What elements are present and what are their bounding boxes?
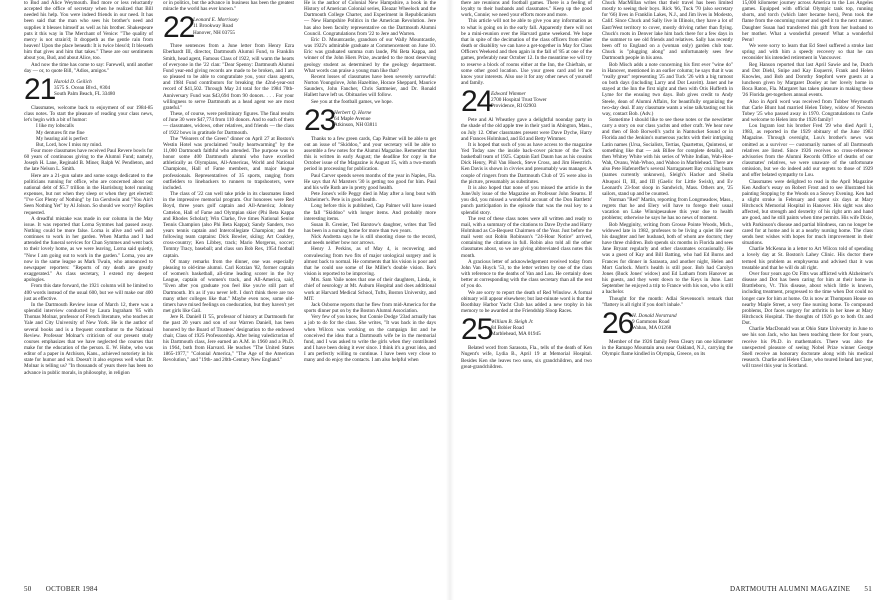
paragraph: Sometime I should like to see these notes or the newsletter carry a story on our class yachts and other craft. We hear now and then of Bob Borwell's yacht in Nantucket Sound or in Florida and the Jenkins's numerous yachts with their intriguing Latin names (Ursa, Socialists, Tertias, Quartettus, Quintensi, or something like that — ask Billee for complete details), and then Whitey White with his series of White Indian, Wah-Hoo-Wah, Ovanu, Wah-Whoo, and Wahoo in Marblehead. There are also Pete Hafenreffer's several Narragansett Bay cruising boats (names currently unknown), Sleigh's Hacker and Sheila Abuquoi II, III, and III (Gaelic for Little Swish), and Ev Leonard's 23-foot sloop in Sandwich, Mass. Others are, '25 sailors, stand up and be counted.	[602, 116, 733, 197]
secretary-name: Edward Wimmer	[491, 91, 526, 98]
paragraph: The class of '22 can well take pride in its classmates listed in the impressive memorial program. Our honorees were Red Boyd, three years golf captain and All-America; Johnny Cattelon, Hall of Fame and Olympian skier (Phi Beta Kappa and Rhodes Scholar); Win Clarke, five times National Senior Tennis Champion (also Phi Beta Kappa); Sandy Sanders, two years tennis captain and Intercollegiate Champion; and the following team captains: Dick Bowler, skiing; Art Coakley, cross-country; Ken Libbey, track; Mario Morgerus, soccer; Tommy Tracy, baseball; and class son Bob Rex, 1954 football captain.	[163, 191, 294, 259]
class-entry-header	[304, 103, 436, 137]
address-line: South Palm Beach, FL 33480	[54, 91, 116, 98]
paragraph: to Bud and Alice Weymouth. Bud more or less reluctantly accepted the office of secretary when he realized that Bill needed his help. You were indeed friends in our need. It has been said that the man who sees his brother's need and supplies it blesses himself as well as his brother. Shakespeare puts it this way in The Merchant of Venice: "The quality of mercy is not strain'd; It droppeth as the gentle rain from heaven! Upon the place beneath: It is twice bless'd; It blesseth him that gives and him that takes." These are our sentiments about you, Bud, and about Alice, too.	[24, 0, 153, 62]
paragraph: Bob Misch adds a note concerning his first ever "wine do" in Hanover, mentioned in an earlier column; he says that it was "really great" representing '25 and Tuck '26 with a big turnout on both days (including Larry and Dot Leavitt). Janet and he stayed at the Inn the first night and then with Otis Hufferth in Lyme for the ensuing two days. Bob gives credit to Andy Steele, dean of Alumni Affairs, for beautifully organizing the two-day deal. If any classmate wants a wine talk/tasting out his way, contact Bob. (Adv.)	[602, 61, 733, 117]
paragraph: Four more classmates have received Paul Revere bowls for 60 years of continuous giving to the Alumni Fund; namely, Joseph H. Lane, Reginald B. Miner, Ralph W. Pendleton, and the late Nelson L. Smith.	[24, 147, 153, 173]
paragraph: See you at the football games, we hope.	[311, 98, 393, 105]
paragraph: Member of the 1926 family Penn Cleary ran one kilometer in the Ramapo Mountain area near Oakland, N.J., carrying the Olympic flame kindled in Olympia, Greece, on its	[602, 338, 733, 358]
column-5	[602, 0, 733, 584]
address-line: Marblehead, MA 01945	[491, 331, 541, 338]
verse-line: My dentures fit me fine	[36, 129, 85, 136]
column-3	[304, 0, 436, 584]
class-year-number: 25	[461, 313, 493, 347]
paragraph: We are sorry to report the death of Red Winslow. A formal obituary will appear elsewhere; but last-minute word is that the Boothbay Harbor Yacht Club has added a new trophy in his memory to be awarded at the Friendship Sloop Races.	[461, 289, 592, 315]
paragraph: From this date forward, the 1921 column will be limited to 400 words instead of the usual 600, but we will make our 400 just as effective.	[24, 283, 153, 302]
page-gutter	[446, 0, 454, 600]
paragraph: Classmates were delighted to read in the April Magazine Ken Andlor's essay on Robert Frost and to see illustrated his painting Stopping by the Woods on a Snowy Evening. Ken had a slight stroke in February and spent six days at Mary Hitchcock Memorial Hospital in Hanover. His sight was also affected, but strength and dexterity of his right arm and hand are good, and he still paints when time permits. His wife Dixie, with Parkinson's disease and partial blindness, can no longer be cared for at home and is at a nearby nursing home. The class sends best wishes with hopes for much improvement in their situations.	[742, 178, 873, 247]
class-entry-header	[163, 11, 294, 45]
paragraph: Henry J. Perkins, as of May 4, is recovering and convalescing from two fits of major urological surgery and is almost back to normal. He comments that his vision is poor and that he could use some of Ike Miller's double vision. Ike's vision is reported to be improving.	[304, 246, 436, 278]
paragraph: This article will not be able to give you any information as to what is going on in the early fall. Apparently there will not be a mini-reunion over the Harvard game weekend. We hope that in spite of the decimation of the class officers from either death or disability we can have a get-together in May for Class Officers Weekend and then again in the fall of '85 at one of the games, preferably near October 12. In the meantime we will try to reserve a block of rooms either at the Inn, the Chieftain, or some other good location. Use your green card and let me know your interests. Also use it for any other news of yourself and family.	[461, 18, 592, 87]
secretary-address	[491, 90, 547, 109]
secretary-name: Harold D. Geilich	[54, 78, 92, 85]
paragraph: Over four years ago Oz Fitts was afflicted with Alzheimer's disease and Dot has been caring for him at their home in Brattleboro, Vt. This disease, about which little is known, including treatment, progressed to the time when Dot could no longer care for him at home. Oz is now at Thompson House on nearby Maple Street, a very fine nursing home. To compound problems, Dot faces surgery for arthritis in her knee at Mary Hitchcock Hospital. The thoughts of 1926 go to both Oz and Dot.	[742, 270, 873, 327]
address-line: 64 Maple Avenue	[334, 115, 371, 122]
paragraph: Pete and Al Wheatley gave a delightful noonday party in the shade of the old apple tree in their yard in Abington, Mass., on July 12. Other classmates present were Dave Dyche, Harry and Frances Holmlund, and Ed and Betty Wimmer.	[461, 117, 592, 142]
footer-left	[24, 585, 98, 593]
secretary-address	[193, 16, 238, 35]
page-number-left: 50	[24, 585, 32, 593]
paragraph: Reg Hanson reported that last April Sawie and he, Dutch and Dot Diehl, Snipe and Kay Esquerré, Frank and Helen Knowles, and Bob and Dorothy Stepford were guests at a luncheon given by Margaret Dooley at her lovely home in Boca Raton, Fla. Margaret has taken pleasure in making these '26 Florida get-togethers annual events.	[742, 61, 873, 99]
class-entry-header	[461, 313, 592, 347]
verse-line: But, Lord, how I miss my mind.	[36, 141, 103, 148]
secretary-name: William B. Sleigh Jr.	[491, 319, 534, 326]
secretary-address	[54, 78, 115, 97]
paragraph: Norman "Red" Martin, reporting from Longmeadow, Mass., regrets that he and Elery will have to forego their usual vacation on Lake Winnipesaukee this year due to health problems; otherwise he says he has no news of moment.	[602, 197, 733, 222]
paragraph: The "Wearers of the Green" dinner on April 27 at Boston's Westin Hotel was proclaimed "really heartwarming" by the 11,000 Dartmouth faithful who attended. The purpose was to honor some 400 Dartmouth alumni who have excelled athletically as Olympians, All-Americas, World and National Champions, Hall of Fame members, and major league professionals. Representatives of 35 sports, ranging from outfielders to linebackers to runners to trapshooters, were included.	[163, 135, 294, 191]
paragraph: A gracious letter of acknowledgement received today from John Van Huyck '53, to the letter written by one of the class with reference to the deaths of Van and Lou. He certainly does better at corresponding with the class secretary than all the rest of you do.	[461, 258, 592, 290]
paragraph: It is hoped that such of you as have access to the magazine Yed Today saw the inside back-cover picture of the Tuck basketball team of 1925. Captain Earl Daum has as his cousins Dick Henry, Phil Van Hueck, Steve Cross, and Jim Heestrich. Ken Davis is shown in civvies and presumably was manager. A couple of ringers from the Dartmouth Club of '25 were also in the picture, presumably as substitutes.	[461, 141, 592, 185]
paragraph: Charlie MacDonald was at Ohio State University in June to see his son Jack, who has been teaching there for four years, receive his Ph.D. in mathematics. There was also the unexpected pleasure of seeing Nobel Prize winner George Snell receive an honorary doctorate along with his medical research. Charlie and Helen Clare, who toured Ireland last year, will travel this year in Scotland.	[742, 326, 873, 370]
class-year-number: 23	[304, 103, 336, 137]
page-number-right: 51	[864, 585, 872, 593]
paragraph: Thanks to a few green cards, Cap Palmer will be able to get out an issue of "Skiddoo," and your secretary will be able to assemble a few notes for the Alumni Magazine. Remember that this is written in early August; the deadline for copy in the October issue of the Magazine is August 15, with a two-month period in processing for publication.	[304, 135, 436, 173]
paragraph: Charlie McKenna in a letter to Art Wilcox told of spending a lovely day at St. Boston's Lahey Clinic. His doctor there termed his problem as emphysema and advised that it was treatable and that he will do all right.	[742, 246, 873, 271]
class-entry-header	[24, 72, 153, 106]
paragraph: Recent losses of classmates have been severely sorrowful: Norton Youngslove, John Hazeltine, Horace Sheppard, Maurice Saunders, John Fancher, Chris Sattmeier, and Dr. Ronald Hallett have left us. Obituaries will follow.	[304, 73, 436, 99]
paragraph: Of many remarks from the dinner, one was especially pleasing to old-time alumni. Carl Kotzian '82, former captain of women's basketball, all-time leading scorer in the Ivy League, captain of women's track, and All-America, said, "Even after you graduate you feel like you're still part of Dartmouth. It's as if you never left. I don't think there are too many other colleges like that." Maybe even now, some old-timers have mixed feelings on coeducation, but they haven't yet met girls like Gail.	[163, 258, 294, 315]
column-1	[24, 0, 153, 584]
paragraph: Nick Andretta says he is still shooting close to the record, and needs neither bow nor arrows.	[304, 234, 436, 247]
address-line: 3575 S. Ocean Blvd., #304	[54, 84, 111, 91]
secretary-name: H. Donald Norstrand	[632, 312, 677, 319]
paragraph: Paul Carver spends seven months of the year in Naples, Fla. He says that Al Marsters '30 is getting too good for him. Paul and his wife Ruth are in pretty good health.	[304, 172, 436, 191]
paragraph: Also in April word was received from Tubber Weymouth that Carle Blunt had married Helen Tobey, widow of Newton Tobey '25 who passed away in 1970. Congratulations to Carle and welcome to Helen into the 1926 family!	[742, 98, 873, 123]
column-6	[742, 0, 873, 584]
class-entry-header	[602, 306, 733, 340]
address-line: 11 Brookway Road	[193, 23, 234, 30]
paragraph: or in politics, but the advance in business has been the greatest miracle the world has ever known."	[163, 0, 294, 13]
class-year-number: 24	[461, 85, 493, 119]
paragraph: Bob Megginity, writing from Grosse Pointe Woods, Mich., widowed late in 1982, professes to be living a quiet life near his daughter and her husband, both of whom are doctors; they have three children. Bob spends six months in Florida and sees Jane Bryant regularly and other classmates occasionally. He was a guest of Kay and Bill Batting, who had Ed Burns and Frances for dinner in Sarasota, and another night, Helen and Mort Garlock. Mort's health is still poor. Bob had Carolyn Jones (Buck Jones' widow) and Ed Latham from Hanover as his guests, and they went down to the Keys in June. Last September he enjoyed a trip to France with his son, who is still a bachelor.	[602, 221, 733, 296]
paragraph: We were sorry to learn that Ed Steel suffered a stroke last spring and with him a speedy recovery so that he can reconsider his intended retirement in Vancouver.	[742, 43, 873, 62]
paragraph: In the Dartmouth Review issue of March 12, there was a splendid interview conducted by Laura Ingraham '85 with Thomas Molnar, professor of French literature, who teaches at Yale and City University of New York. He is the author of several books and is a frequent contributor to the National Review. Professor Molnar's criticism of our present study courses emphasizes that we have neglected the courses that make for the education of the person. E. W. Hobe, who was editor of a paper in Atchison, Kans., achieved notoriety in his state for humor and wit. Doesn't it also express well what Dr. Molnar is telling us? "In thousands of years there has been no advance in public morals, in philosophy, in religion	[24, 301, 153, 376]
class-year-number: 26	[602, 306, 634, 340]
paragraph: Three sentences from a June letter from Henry Ezra Eberhardt III, director, Dartmouth Alumni Fund, to Franklin Smith, head agent, Famous Class of 1922, will warm the hearts of everyone in the '22 clan: "Dear Spenny: Dartmouth Alumni Fund year-end giving records are made to be broken, and I am so pleased to be able to congratulate you, your class agents, and 1984 Fund contributors for breaking the 42nd-year-out record of $41,502. Through May 24 total for the 1984 70th-Anniversary Fund was $43,694 from 90 donors. . . . For your willingness to serve Dartmouth as a head agent we are most grateful."	[163, 43, 294, 111]
paragraph: He is the author of Colonial New Hampshire, a book in the History of American Colonial series, Eleazar Wheelock and the Dartmouth College Charter, and Experiment in Republicanism — New Hampshire Politics in the American Revolution. Jere has also been faculty representative on the Dartmouth Alumni Council. Congratulations from '22 to Jere and Warren.	[304, 0, 436, 37]
address-line: Waban, MA 01268	[632, 325, 672, 331]
secretary-name: Herbert Q. Horne	[334, 109, 372, 116]
column-2	[163, 0, 294, 584]
secretary-address	[334, 109, 377, 128]
secretary-name: Leonard E. Morrissey	[193, 17, 239, 24]
paragraph: Long before this is published, Cap Palmer will have issued the fall "Skiddoo" with longer items. And probably more interesting items.	[304, 203, 436, 222]
footer-right	[730, 585, 872, 593]
address-line: 84 Bobier Road	[491, 325, 524, 332]
paragraph: 15,000 kilometer journey across America to the Los Angeles games. Equipped with official Olympic tank top, running shorts, and torch (which later became hers), Penn took the flame from the oncoming runner and sped it to the next runner. Daughter Susan had transferred this gift from her husband to her mother. What a wonderful present! What a wonderful Penn!	[742, 0, 873, 43]
paragraph: Jere R. Daniell II '55, professor of history at Dartmouth for the past 20 years and son of our Warren Daniell, has been honored by the Board of Trustees' designation to the endowed chair, Class of 1925 Professorship. After being valedictorian of his Dartmouth class, Jere earned an A.M. in 1960 and a Ph.D. in 1964, both from Harvard. He teaches "The United States 1865-1977," "Colonial America," "The Age of the American Revolution," and "19th- and 20th-Century New England."	[163, 314, 294, 364]
column-4	[461, 0, 592, 584]
paragraph: These, of course, were preliminary figures. The final results of June 30 were $47,774 from 110 donors. And to each of them — classmates, widows, other relatives, and friends — the class of 1922 bows in gratitude for Dartmouth.	[163, 111, 294, 136]
paragraph: And now the time has come to say: Farewell, until another day — or, to quote Bill, "Adios, amigos."	[24, 61, 153, 74]
secretary-address	[491, 318, 541, 337]
paragraph: Thought for the month: Adlai Stevenson's remark that "flattery is all right if you don't inhale."	[602, 295, 733, 308]
paragraph: Eric D. Mountcastle, grandson of our Wally Mountcastle, was 1922's admirable graduate at Commencement on June 10. Eric was graduated summa cum laude, Phi Beta Kappa, and winner of the John Hiers Prize, awarded to the most deserving geology student as determined by the geology department. What words can praise a young man like that?	[304, 36, 436, 74]
paragraph: Lou Ingram lost his brother Fred '29 who died April 1, 1983, as reported in the 1929 obituary of the June 1983 Magazine. Through oversight, Lou's brother's news was omitted as a survivor — customarily names of all Dartmouth relatives are listed. Since 1926 receives no cross-reference advisories from the Alumni Records Office of deaths of our classmates' relatives, we were unaware of the unfortunate omission, but we do indeed add our regrets to those of 1929 and offer belated sympathy to Lou.	[742, 123, 873, 179]
paragraph: The rest of these class notes were all written and ready to mail, with a summary of the citations to Dave Dyche and Harry Holmlund as Co-Bequest Chairmen of the Year. Just before the mail went out Robin Robinson's "24-Hour Notice" arrived, containing the citations in full. Robin also told all the other classmates about, so we are giving abbreviated class notes this month.	[461, 215, 592, 259]
address-line: Atkinson, NH 03811	[334, 121, 378, 128]
paragraph: Mrs. Sam Vaile notes that one of their daughters, Linda, is chief of neurology at Mt. Auburn Hospital and does additional work at Harvard Medical School, Tufts, Boston University, and MIT.	[304, 277, 436, 302]
class-year-number: 21	[24, 72, 56, 106]
secretary-address	[632, 312, 677, 331]
paragraph: Here are a 21-gun salute and some songs dedicated to the politicians running for office, who are concerned about our national debt of $5.7 trillion in the Harrisburg hotel running expenses, but not when they sleep or when they get elected: "I've Got Plenty of Nothing" by Ira Gershwin and "You Ain't Seen Nothing Yet" by Al Jolson. So should we worry? Replies requested.	[24, 172, 153, 216]
address-line: 2700 Hospital Trust Tower	[491, 97, 547, 104]
verse-line: I like my lobscalls	[36, 123, 74, 130]
paragraph: A dreadful mistake was made in our column in the May issue. It was reported that Lorna Symmes had passed away. Nothing could be more false. Lorna is alive and well and continues to work in her garden. When Martha and I had attended the funeral services for Chan Symmes and went back to their lovely home, as we were leaving, Lorna said quietly, "Now I am going out to work in the garden." Lorna, you are now in the same league as Mark Twain, who announced to newspaper reporters: "Reports of my death are greatly exaggerated." As class secretary, I extend my deepest apologies.	[24, 215, 153, 284]
verse-line: My hearing aid is perfect	[36, 135, 88, 142]
class-year-number: 22	[163, 11, 195, 45]
issue-date: OCTOBER 1984	[45, 585, 98, 593]
paragraph: Belated word from Sarasota, Fla., tells of the death of Ken Nugent's wife, Lydia B., April 19 at Memorial Hospital. Besides Ken she leaves two sons, six grandchildren, and two great-grandchildren.	[461, 345, 592, 370]
magazine-title: DARTMOUTH ALUMNI MAGAZINE	[730, 585, 851, 593]
class-entry-header	[461, 85, 592, 119]
address-line: Hanover, NH 03755	[193, 29, 236, 36]
address-line: 9 Gammons Road	[632, 318, 670, 325]
paragraph: there are reunions and football games. There is a feeling of loyalty to their husbands and classmates." Keep up the good work, Connie; we need your efforts more and more.	[461, 0, 592, 19]
paragraph: Susan B. Grenier, Ted Barstow's daughter, writes that Ted has been in a nursing home for more than two years.	[304, 221, 436, 234]
address-line: Providence, RI 02903	[491, 103, 537, 110]
paragraph: Pete Jones's wife Peggy died in May after a long bout with Alzheimer's. Pete is in good health.	[304, 191, 436, 204]
paragraph: It is also hoped that none of you missed the article in the June/July issue of the Magazine on Professor John Stearns. If you did, you missed a wonderful account of the Don Bartletts' punch participation in the episode that was the real key to a splendid story.	[461, 184, 592, 216]
paragraph: Jack Osborne reports that he flew from mid-America for the sports dinner put on by the Boston Alumni Association.	[304, 301, 436, 315]
paragraph: Classmates, welcome back to enjoyment of our 1984-85 class notes. To start the pleasure of reading your class news, let's begin with a bit of humor:	[24, 104, 153, 124]
paragraph: Chuck MacMillan writes that their travel has been limited mostly to seeing their boys. Rick '66, Tuck '70 (also secretary for '66) lives in Franklin Lakes, N.J., and Jim lives in Modesto, Calif. Since Chuck and Sally live in Illinois, they have a lot of East/West territory to cover, mostly driving rather than flying. Chuck's roots in Denver lake him back there for a few days in the summer to see old friends and relatives. Sally has recently been off to England on a (woman only) garden club tour. Chuck is "plugging along" and unfortunately sees few Dartmouth people in his area.	[602, 0, 733, 62]
paragraph: Very few of you know, but Connie Dodge '23ad actually has a job to do for the class. She writes, "It was back in the days when Wilcox was working on the campaign list and he conceived the idea that a Dartmouth wife be in the memorial fund, and I was asked to write the girls when they contributed and I have been doing it ever since. I think it's a great idea, and I am perfectly willing to continue. I have been very close to many and do enjoy the contacts. I am also helpful when	[304, 314, 436, 364]
